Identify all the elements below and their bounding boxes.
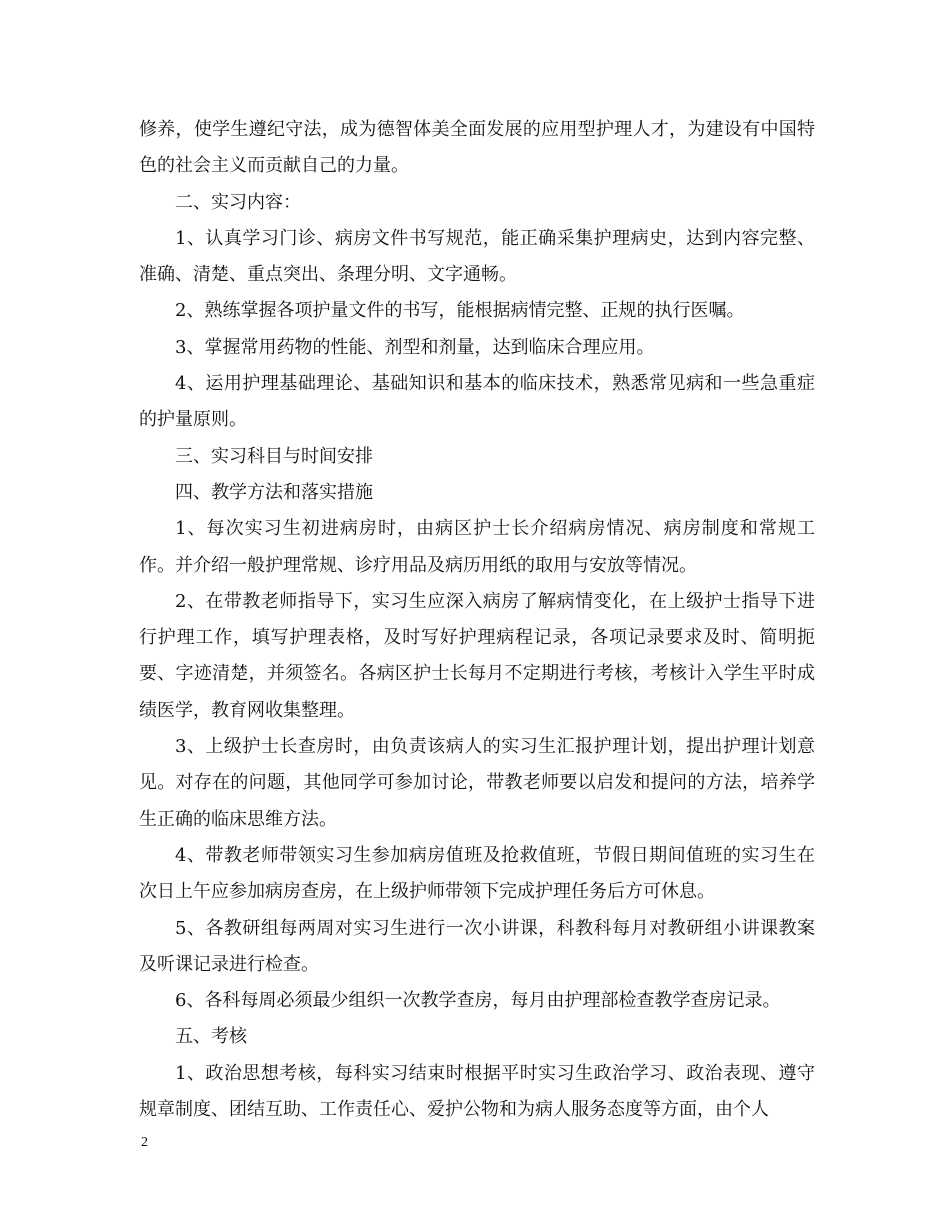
- paragraph-method-6: 6、各科每周必须最少组织一次教学查房，每月由护理部检查教学查房记录。: [175, 990, 781, 1012]
- paragraph-method-2: 2、在带教老师指导下，实习生应深入病房了解病情变化，在上级护士指导下进行护理工作，填写护理表格，及时写好护理病程记录，各项记录要求及时、简明扼要、字迹清楚，并须签名。各病区护士长每月不定期进行考核，考核计入学生平时成绩医学，教育网收集整理。: [139, 590, 815, 721]
- section-heading-methods: 四、教学方法和落实措施: [175, 481, 373, 503]
- paragraph-1: 修养，使学生遵纪守法，成为德智体美全面发展的应用型护理人才，为建设有中国特色的社会主义而贡献自己的力量。: [139, 119, 815, 177]
- paragraph-content-2: 2、熟练掌握各项护量文件的书写，能根据病情完整、正规的执行医嘱。: [175, 300, 745, 322]
- section-heading-content: 二、实习内容：: [175, 191, 301, 213]
- section-heading-assessment: 五、考核: [175, 1026, 247, 1048]
- section-heading-subjects: 三、实习科目与时间安排: [175, 445, 373, 467]
- paragraph-method-4: 4、带教老师带领实习生参加病房值班及抢救值班，节假日期间值班的实习生在次日上午应参加病房查房，在上级护师带领下完成护理任务后方可休息。: [139, 844, 815, 903]
- paragraph-content-1: 1、认真学习门诊、病房文件书写规范，能正确采集护理病史，达到内容完整、准确、清楚、重点突出、条理分明、文字通畅。: [139, 227, 815, 286]
- paragraph-content-3: 3、掌握常用药物的性能、剂型和剂量，达到临床合理应用。: [175, 336, 655, 358]
- paragraph-method-1: 1、每次实习生初进病房时，由病区护士长介绍病房情况、病房制度和常规工作。并介绍一般护理常规、诊疗用品及病历用纸的取用与安放等情况。: [139, 518, 815, 576]
- paragraph-method-3: 3、上级护士长查房时，由负责该病人的实习生汇报护理计划，提出护理计划意见。对存在的问题，其他同学可参加讨论，带教老师要以启发和提问的方法，培养学生正确的临床思维方法。: [139, 736, 815, 830]
- document-body: [139, 112, 815, 1128]
- paragraph-assessment-1: 1、政治思想考核，每科实习结束时根据平时实习生政治学习、政治表现、遵守规章制度、团结互助、工作责任心、爱护公物和为病人服务态度等方面，由个人: [139, 1062, 815, 1121]
- paragraph-content-4: 4、运用护理基础理论、基础知识和基本的临床技术，熟悉常见病和一些急重症的护量原则。: [139, 373, 815, 431]
- paragraph-method-5: 5、各教研组每两周对实习生进行一次小讲课，科教科每月对教研组小讲课教案及听课记录进行检查。: [139, 917, 815, 975]
- page-number: 2: [141, 1135, 148, 1150]
